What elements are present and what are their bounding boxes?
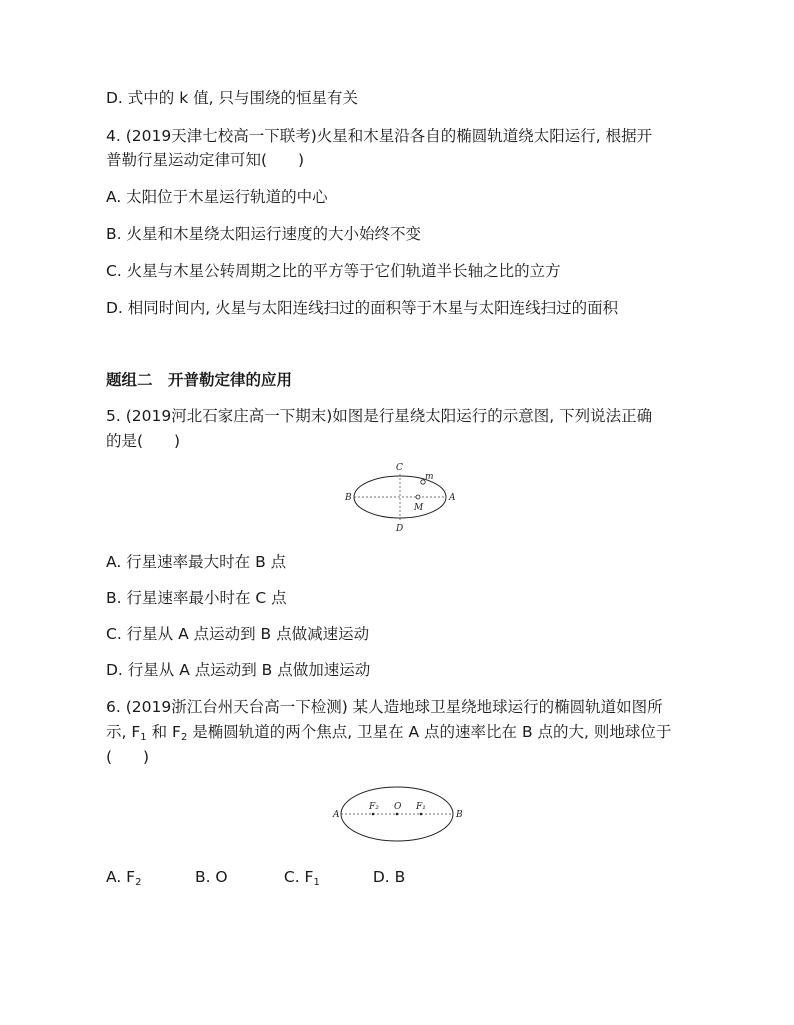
q6-stem-line2-post: 是椭圆轨道的两个焦点, 卫星在 A 点的速率比在 B 点的大, 则地球位于: [187, 723, 672, 741]
q6-center-o: [396, 813, 399, 816]
q4-stem-line1: 4. (2019天津七校高一下联考)火星和木星沿各自的椭圆轨道绕太阳运行, 根据开: [106, 127, 653, 145]
q5-option-c: C. 行星从 A 点运动到 B 点做减速运动: [106, 625, 370, 643]
q4-option-b: B. 火星和木星绕太阳运行速度的大小始终不变: [106, 225, 421, 243]
q6-stem-line3: ( ): [106, 748, 150, 766]
q6-option-d: D. B: [372, 868, 406, 886]
q5-option-d: D. 行星从 A 点运动到 B 点做加速运动: [106, 661, 371, 679]
q6-stem-line1: 6. (2019浙江台州天台高一下检测) 某人造地球卫星绕地球运行的椭圆轨道如图所: [106, 698, 663, 716]
q6-option-c-sub: 1: [313, 877, 320, 888]
q4-option-d: D. 相同时间内, 火星与太阳连线扫过的面积等于木星与太阳连线扫过的面积: [106, 299, 619, 317]
q6-label-o: O: [394, 802, 402, 812]
q5-label-c: C: [396, 463, 403, 473]
q6-label-f2: F₂: [369, 802, 379, 812]
q6-focus-f2: [372, 813, 375, 816]
q5-option-a: A. 行星速率最大时在 B 点: [106, 553, 287, 571]
q6-focus-f1: [420, 813, 423, 816]
q4-option-a: A. 太阳位于木星运行轨道的中心: [106, 188, 328, 206]
q6-stem-sub2: 2: [180, 732, 188, 743]
q4-stem-line2: 普勒行星运动定律可知( ): [106, 151, 305, 169]
q5-sun-m: [416, 495, 420, 499]
q6-option-b: B. O: [194, 868, 228, 886]
q6-stem-line2-mid: 和 F: [146, 723, 181, 741]
q6-option-c: [284, 867, 368, 887]
q6-option-c-text: C. F: [283, 868, 314, 886]
q6-options: [106, 867, 405, 887]
q6-orbit-figure: [330, 782, 465, 846]
q6-label-a: A: [333, 810, 340, 820]
q5-label-m-small: m: [425, 472, 434, 482]
q6-label-f1: F₁: [416, 802, 426, 812]
q6-option-a-sub: 2: [135, 877, 142, 888]
q6-label-b: B: [456, 810, 463, 820]
q5-label-m-big: M: [414, 503, 424, 513]
q6-stem-line2-pre: 示, F: [106, 723, 141, 741]
q5-stem-line2: 的是( ): [106, 432, 181, 450]
q4-option-c: C. 火星与木星公转周期之比的平方等于它们轨道半长轴之比的立方: [106, 262, 561, 280]
q5-label-b: B: [345, 493, 352, 503]
q5-label-d: D: [396, 524, 404, 534]
q5-label-a: A: [449, 493, 456, 503]
q3-option-d: D. 式中的 k 值, 只与围绕的恒星有关: [106, 89, 358, 107]
q5-stem-line1: 5. (2019河北石家庄高一下期末)如图是行星绕太阳运行的示意图, 下列说法正确: [106, 407, 653, 425]
q5-orbit-figure: [340, 460, 460, 535]
section-title: 题组二 开普勒定律的应用: [106, 371, 293, 389]
q6-option-a-text: A. F: [106, 868, 136, 886]
q6-option-a: [106, 867, 190, 887]
q6-stem-sub1: 1: [140, 732, 147, 743]
q5-option-b: B. 行星速率最小时在 C 点: [106, 589, 287, 607]
q6-stem-line2: [106, 722, 671, 742]
